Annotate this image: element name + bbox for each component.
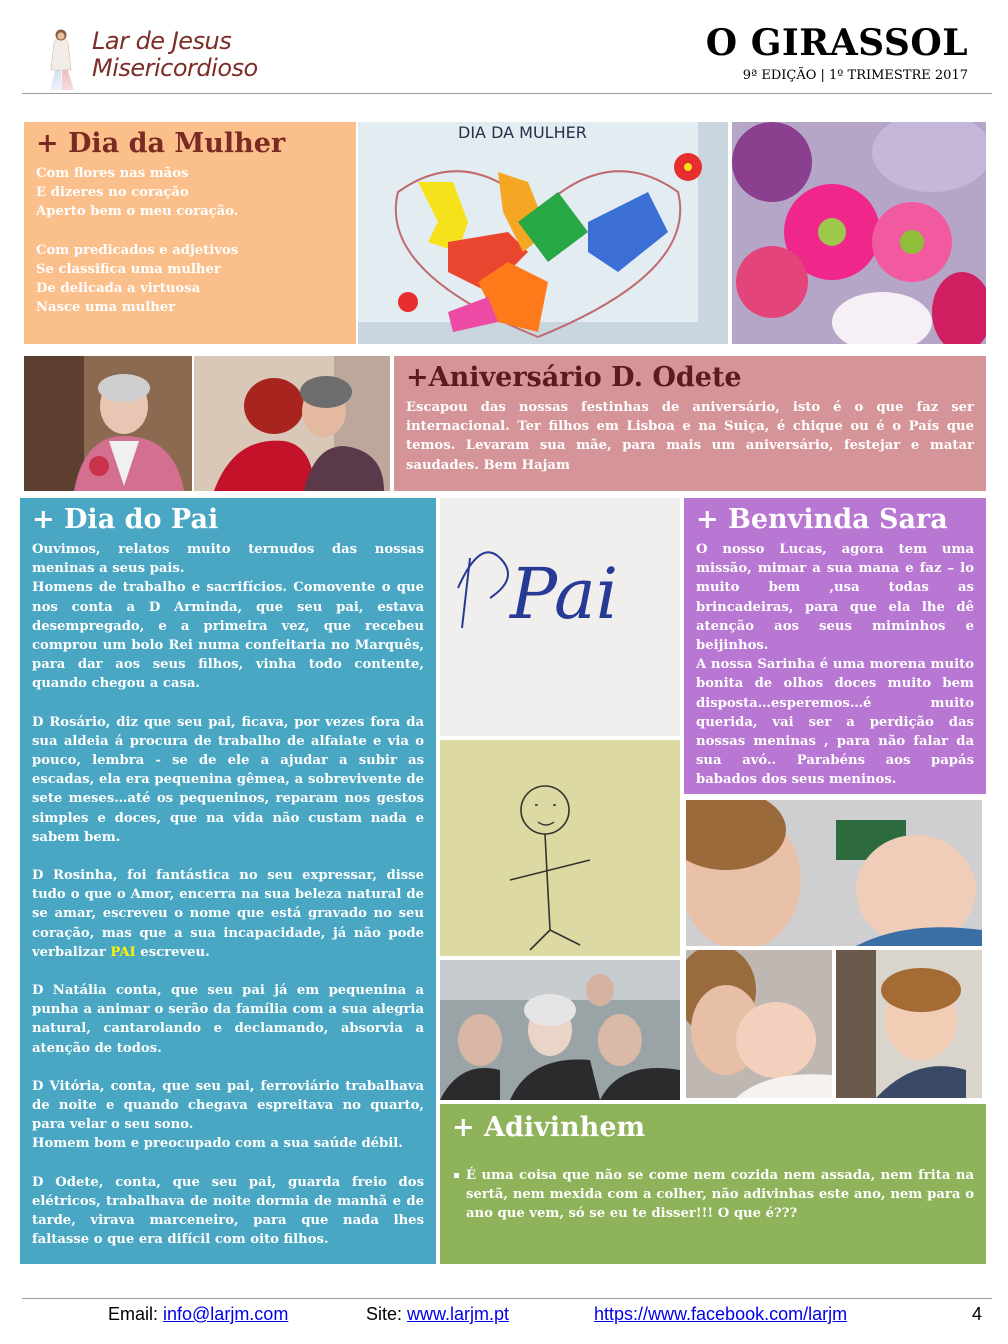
drawing-text: Pai <box>510 553 619 635</box>
pai-paragraph-6: D Vitória, conta, que seu pai, ferroviário trabalhava de noite e quando chegava espreitava no quarto, para velar o seu sono. <box>32 1078 424 1133</box>
dia-do-pai-heading: + Dia do Pai <box>32 504 219 535</box>
pai-paragraph-4-text: D Rosinha, foi fantástica no seu expressar, disse tudo o que o Amor, encerra na sua beleza natural de se amar, escreveu o nome que está gravado no seu coração, mas que a sua incapacidade, já não pode verbalizar <box>32 868 424 960</box>
riddle-list <box>452 1166 974 1224</box>
site-label: Site: <box>366 1304 408 1324</box>
footer-site <box>366 1304 509 1325</box>
pai-paragraph-4-end: escreveu. <box>135 944 210 960</box>
footer-divider <box>22 1298 992 1299</box>
pai-paragraph-4 <box>32 866 424 962</box>
logo-line-2: Misericordioso <box>92 54 258 82</box>
email-link[interactable]: info@larjm.com <box>163 1304 289 1324</box>
baby-kiss-photo <box>686 950 832 1098</box>
logo-line-1: Lar de Jesus <box>92 27 232 55</box>
edition-info: 9ª EDIÇÃO | 1º TRIMESTRE 2017 <box>742 68 968 83</box>
header-divider <box>22 93 992 94</box>
jesus-figure-icon <box>40 26 82 90</box>
site-link[interactable]: www.larjm.pt <box>407 1304 510 1324</box>
aniversario-heading: +Aniversário D. Odete <box>406 362 742 393</box>
stick-figure-drawing-photo <box>440 740 680 956</box>
email-label: Email: <box>108 1304 164 1324</box>
pai-paragraph-2: Homens de trabalho e sacrifícios. Comovente o que nos conta a D Arminda, que seu pai, estava desempregado, e a primeira vez, que recebeu comprou um bolo Rei numa confeitaria no Marquês, para dar aos seus filhos, vinha todo contente, quando chegou a casa. <box>32 580 424 692</box>
newsletter-title: O GIRASSOL <box>705 22 968 64</box>
aniversario-panel <box>394 356 986 491</box>
odete-portrait-photo <box>24 356 192 491</box>
poem-stanza-2: Com predicados e adjetivos Se classifica uma mulher De delicada a virtuosa Nasce uma mulher <box>36 242 239 316</box>
odete-kiss-photo <box>194 356 390 491</box>
pai-paragraph-8: D Odete, conta, que seu pai, guarda freio dos elétricos, trabalhava de noite dormia de manhã e de tarde, virava marceneiro, para que nada lhes faltasse o que era difícil com oito filhos. <box>32 1174 424 1248</box>
facebook-link[interactable]: https://www.facebook.com/larjm <box>594 1304 848 1324</box>
footer-email <box>108 1304 288 1325</box>
baby-and-brother-photo <box>686 800 982 946</box>
benvinda-sara-heading: + Benvinda Sara <box>696 504 948 535</box>
page-number: 4 <box>972 1304 983 1324</box>
pai-paragraph-1: Ouvimos, relatos muito ternudos das nossas meninas a seus pais. <box>32 542 424 577</box>
pai-paragraph-3: D Rosário, diz que seu pai, ficava, por vezes fora da sua aldeia á procura de trabalho de alfaiate e via o pouco, lembra - se de ele a ajudar a subir as escadas, ela era pequenina gêmea, a sobrevivente de sete meses…até os pequeninos, reparam nos gestos simples e doces, que na vida não custam nada e sabem bem. <box>32 714 424 845</box>
adivinhem-panel <box>440 1104 986 1264</box>
riddle-item: É uma coisa que não se come nem cozida nem assada, nem frita na sertã, nem mexida com a colher, não adivinhas este ano, nem para o ano que vem, só se eu te disser!!! O que é??? <box>452 1166 974 1224</box>
dia-da-mulher-panel <box>24 122 356 344</box>
footer-facebook <box>594 1304 847 1325</box>
poem-stanza-1: Com flores nas mãos E dizeres no coração Aperto bem o meu coração. <box>36 166 239 220</box>
brother-smiling-photo <box>836 950 982 1098</box>
pai-handwriting-photo <box>440 498 680 736</box>
pai-paragraph-5: D Natália conta, que seu pai já em pequenina a punha a animar o serão da família com a sua alegria natural, cantarolando e declamando, absorvia a atenção de todos. <box>32 983 424 1056</box>
sara-paragraph-1: O nosso Lucas, agora tem uma missão, mimar a sua mana e faz – lo muito bem ,usa todas as brincadeiras, para que ela lhe dê atenção aos seus miminhos e beijinhos. <box>696 542 974 654</box>
dia-da-mulher-poster-photo <box>358 122 728 344</box>
dia-do-pai-panel <box>20 498 436 1264</box>
pai-highlight: PAI <box>110 944 136 960</box>
adivinhem-heading: + Adivinhem <box>452 1112 646 1143</box>
benvinda-sara-panel <box>684 498 986 794</box>
flowers-photo <box>732 122 986 344</box>
poster-caption: DIA DA MULHER <box>458 123 587 142</box>
sara-paragraph-2: A nossa Sarinha é uma morena muito bonita de olhos doces muito bem disposta…esperemos…é muito querida, vai ser a perdição das nossas meninas , para não falar da sua avó.. Parabéns aos papás babados dos seus meninos. <box>696 657 974 788</box>
dia-da-mulher-heading: + Dia da Mulher <box>36 128 286 159</box>
van-residents-photo <box>440 960 680 1100</box>
aniversario-body: Escapou das nossas festinhas de aniversário, isto é o que faz ser internacional. Ter filhos em Lisboa e na Suiça, é chique ou é o País que temos. Levaram sua mãe, para mais um aniversário, festejar e matar saudades. Bem Hajam <box>406 400 974 473</box>
logo <box>40 26 310 90</box>
pai-paragraph-7: Homem bom e preocupado com a sua saúde débil. <box>32 1136 403 1152</box>
